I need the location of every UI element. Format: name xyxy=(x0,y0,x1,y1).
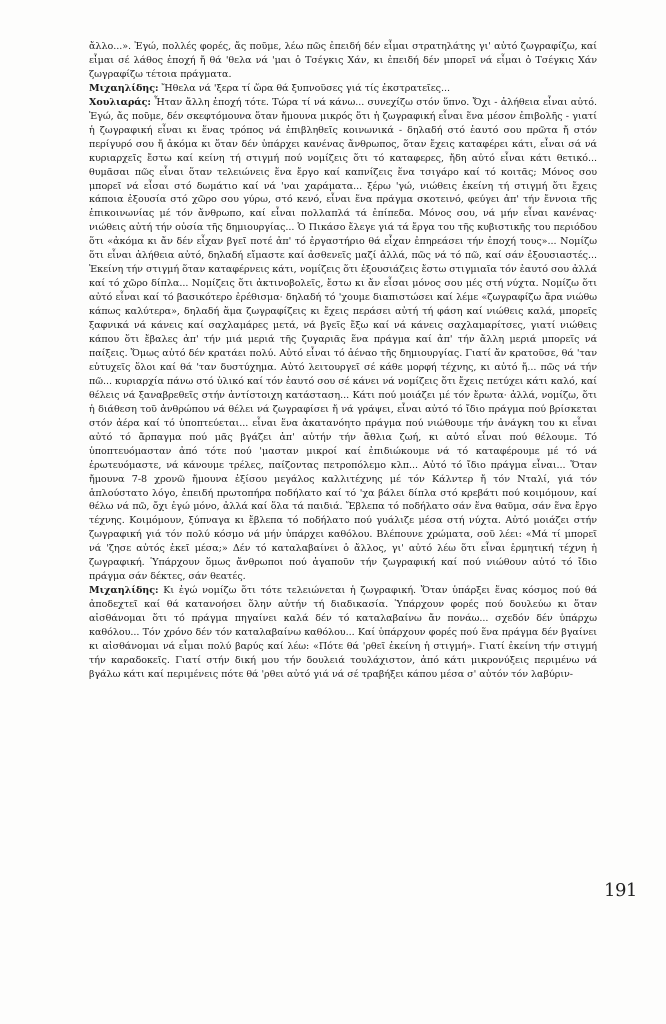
paragraph xyxy=(89,40,597,82)
paragraph xyxy=(89,584,597,682)
paragraph-text: Ἦταν ἄλλη ἐποχή τότε. Τώρα τί νά κάνω... συνεχίζω στόν ὕπνο. Ὄχι - ἀλήθεια εἶναι αὐτό. Ἐγώ, ἄς ποῦμε, δέν σκεφτόμουνα ὅταν ἤμουνα μικρός ὅτι ἡ ζωγραφική εἶναι ἕνα μέσον ἐπιβολῆς - γιατί ἡ ζωγραφική εἶναι κι ἕνας τρόπος νά ἐπιβληθεῖς κοινωνικά - δηλαδή στό ἑαυτό σου πρῶτα ἤ στόν περίγυρό σου ἤ ἀκόμα κι ὅταν δέν ὑπάρχει κανένας ἄνθρωπος, ὅταν ἔχεις καταφέρει κάτι, εἶναι σά νά κυριαρχεῖς ἔστω καί κείνη τή στιγμή πού νομίζεις ὅτι τό καταφερες, ἤδη αὐτό εἶναι κάτι θετικό... θυμᾶσαι πῶς εἶναι ὅταν τελειώνεις ἕνα ἔργο καί καπνίζεις ἕνα τσιγάρο καί τό κοιτᾶς; Μόνος σου μπορεῖ νά εἶσαι στό δωμάτιο καί νά 'ναι χαράματα... ξέρω 'γώ, νιώθεις ἐκείνη τή στιγμή ὅτι ἔχεις κάποια ἐξουσία στό χῶρο σου γύρω, στό κενό, εἶναι ἕνα πράγμα σκοτεινό, φεύγει ἀπ' τήν ἔννοια τῆς ἐπικοινωνίας μέ τόν ἄνθρωπο, καί εἶναι πολλαπλά τά ἐπίπεδα. Μόνος σου, νά μήν εἶναι κανένας· νιώθεις αὐτή τήν οὐσία τῆς δημιουργίας... Ὁ Πικάσο ἔλεγε γιά τά ἔργα του τῆς κυβιστικῆς του περιόδου ὅτι «ἀκόμα κι ἄν δέν εἶχαν βγεῖ ποτέ ἀπ' τό ἐργαστήριο θά εἶχαν ἐπηρεάσει τήν ἐποχή τους»... Νομίζω ὅτι εἶναι ἀλήθεια αὐτό, δηλαδή εἴμαστε καί ἀσθενεῖς μαζί ἀλλά, πῶς νά τό πῶ, καί σάν ἐξουσιαστές... Ἐκείνη τήν στιγμή ὅταν καταφέρνεις κάτι, νομίζεις ὅτι ἐξουσιάζεις ἔστω στιγμιαῖα τόν ἑαυτό σου ἀλλά καί τό χῶρο δίπλα... Νομίζεις ὅτι ἀκτινοβολεῖς, ἔστω κι ἄν εἶσαι μόνος σου μές στή νύχτα. Νομίζω ὅτι αὐτό εἶναι καί τό βασικότερο ἐρέθισμα· δηλαδή τό 'χουμε διαπιστώσει καί λέμε «ζωγραφίζω ἄρα νιώθω κάπως καλύτερα», δηλαδή ἅμα ζωγραφίζεις κι ἔχεις περάσει αὐτή τή φάση καί νιώθεις καλά, μπορεῖς ξαφνικά νά κάνεις καί σαχλαμάρες μετά, νά βγεῖς ἔξω καί νά κάνεις σαχλαμαρίτσες, γιατί νιώθεις κάπου ὅτι ἔβαλες ἀπ' τήν μιά μεριά τῆς ζυγαριᾶς ἕνα πράγμα καί ἀπ' τήν ἄλλη μεριά μπορεῖς νά παίξεις. Ὅμως αὐτό δέν κρατάει πολύ. Αὐτό εἶναι τό ἀέναο τῆς δημιουργίας. Γιατί ἄν κρατοῦσε, θά 'ταν εὐτυχεῖς ὅλοι καί θά 'ταν δυστύχημα. Αὐτό λειτουργεῖ σέ κάθε μορφή τέχνης, κι αὐτό ἤ... πῶς νά τήν πῶ... κυριαρχία πάνω στό ὑλικό καί τόν ἑαυτό σου σέ κάνει νά νομίζεις ὅτι ἔχεις πετύχει κάτι καλό, καί θέλεις νά ξαναβρεθεῖς στήν ἀντίστοιχη κατάσταση... Κάτι πού μοιάζει μέ τόν ἔρωτα· ἀλλά, νομίζω, ὅτι ἡ διάθεση τοῦ ἀνθρώπου νά θέλει νά ζωγραφίσει ἤ νά γράψει, εἶναι αὐτό τό ἴδιο πράγμα πού βρίσκεται στόν ἀέρα καί τό ὑποπτεύεται... εἶναι ἕνα ἀκατανόητο πράγμα πού νιώθουμε τήν ἀνάγκη του κι εἶναι αὐτό τό ἄρπαγμα πού μᾶς βγάζει ἀπ' αὐτήν τήν ἄθλια ζωή, κι αὐτό εἶναι πού θέλουμε. Τό ὑποπτευόμασταν ἀπό τότε πού 'μασταν μικροί καί ἐπιδιώκουμε νά τό καταφέρουμε μέ τό νά ἐρωτευόμαστε, νά κάνουμε τρέλες, παίζοντας πετροπόλεμο κλπ... Αὐτό τό ἴδιο πράγμα εἶναι... Ὅταν ἤμουνα 7-8 χρονῶ ἤμουνα ἐξίσου μεγάλος καλλιτέχνης μέ τόν Κάλντερ ἤ τόν Νταλί, γιά τόν ἁπλούστατο λόγο, ἐπειδή πρωτοπήρα ποδήλατο καί τό 'χα βάλει δίπλα στό κρεβάτι πού κοιμόμουν, καί θέλω νά πῶ, ὄχι ἐγώ μόνο, ἀλλά καί ὅλα τά παιδιά. Ἔβλεπα τό ποδήλατο σάν ἕνα θαῦμα, σάν ἕνα ἔργο τέχνης. Κοιμόμουν, ξύπναγα κι ἔβλεπα τό ποδήλατο πού γυάλιζε μέσα στή νύχτα. Αὐτό μοιάζει στήν ζωγραφική γιά τόν πολύ κόσμο νά μήν ὑπάρχει καθόλου. Βλέπουνε χρώματα, σοῦ λέει: «Μά τί μπορεῖ νά 'ζησε αὐτός ἐκεῖ μέσα;» Δέν τό καταλαβαίνει ὁ ἄλλος, γι' αὐτό λέω ὅτι εἶναι ἑρμητική τέχνη ἡ ζωγραφική. Ὑπάρχουν ὅμως ἄνθρωποι πού ἀγαποῦν τήν ζωγραφική καί πού νιώθουν αὐτό τό ἴδιο πράγμα σάν δέκτες, σάν θεατές. xyxy=(89,96,598,583)
speaker-name: Μιχαηλίδης: xyxy=(89,585,159,597)
paragraph-text: Κι ἐγώ νομίζω ὅτι τότε τελειώνεται ἡ ζωγραφική. Ὅταν ὑπάρξει ἕνας κόσμος πού θά ἀποδεχτεῖ καί θά κατανοήσει ὅλην αὐτήν τή διαδικασία. Ὑπάρχουν φορές πού δουλεύω κι ὅταν αἰσθάνομαι ὅτι τό πράγμα πηγαίνει καλά δέν τό καταλαβαίνω ἄν πονάω... σχεδόν δέν ὑπάρχω καθόλου... Τόν χρόνο δέν τόν καταλαβαίνω καθόλου... Καί ὑπάρχουν φορές πού ἕνα πράγμα δέν βγαίνει κι αἰσθάνομαι νά εἶμαι πολύ βαρύς καί λέω: «Πότε θά 'ρθεῖ ἐκείνη ἡ στιγμή». Γιατί ἐκείνη τήν στιγμή τήν καραδοκεῖς. Γιατί στήν δική μου τήν δουλειά τουλάχιστον, ἀπό κάτι μικρονύξεις περιμένω νά βγάλω κάτι καί περιμένεις πότε θά 'ρθει αὐτό γιά νά σέ τραβήξει κάπου μέσα σ' αὐτόν τόν λαβύριν- xyxy=(89,585,598,680)
paragraph-text: Ἤθελα νά 'ξερα τί ὥρα θά ξυπνοῦσες γιά τίς ἐκστρατεῖες... xyxy=(161,82,450,94)
paragraph-text: ἄλλο...». Ἐγώ, πολλές φορές, ἄς ποῦμε, λέω πῶς ἐπειδή δέν εἶμαι στρατηλάτης γι' αὐτό ζωγραφίζω, καί εἶμαι σέ λάθος ἐποχή ἤ θά 'θελα νά 'μαι ὁ Τσέγκις Χάν, κι ἐπειδή δέν μπορεῖ νά εἶμαι ὁ Τσέγκις Χάν ζωγραφίζω τέτοια πράγματα. xyxy=(89,41,597,80)
paragraph xyxy=(89,82,597,96)
paragraph xyxy=(89,96,597,584)
speaker-name: Μιχαηλίδης: xyxy=(89,82,159,94)
body-text xyxy=(89,40,597,682)
page-number: 191 xyxy=(604,880,637,901)
speaker-name: Χουλιαράς: xyxy=(89,96,151,108)
